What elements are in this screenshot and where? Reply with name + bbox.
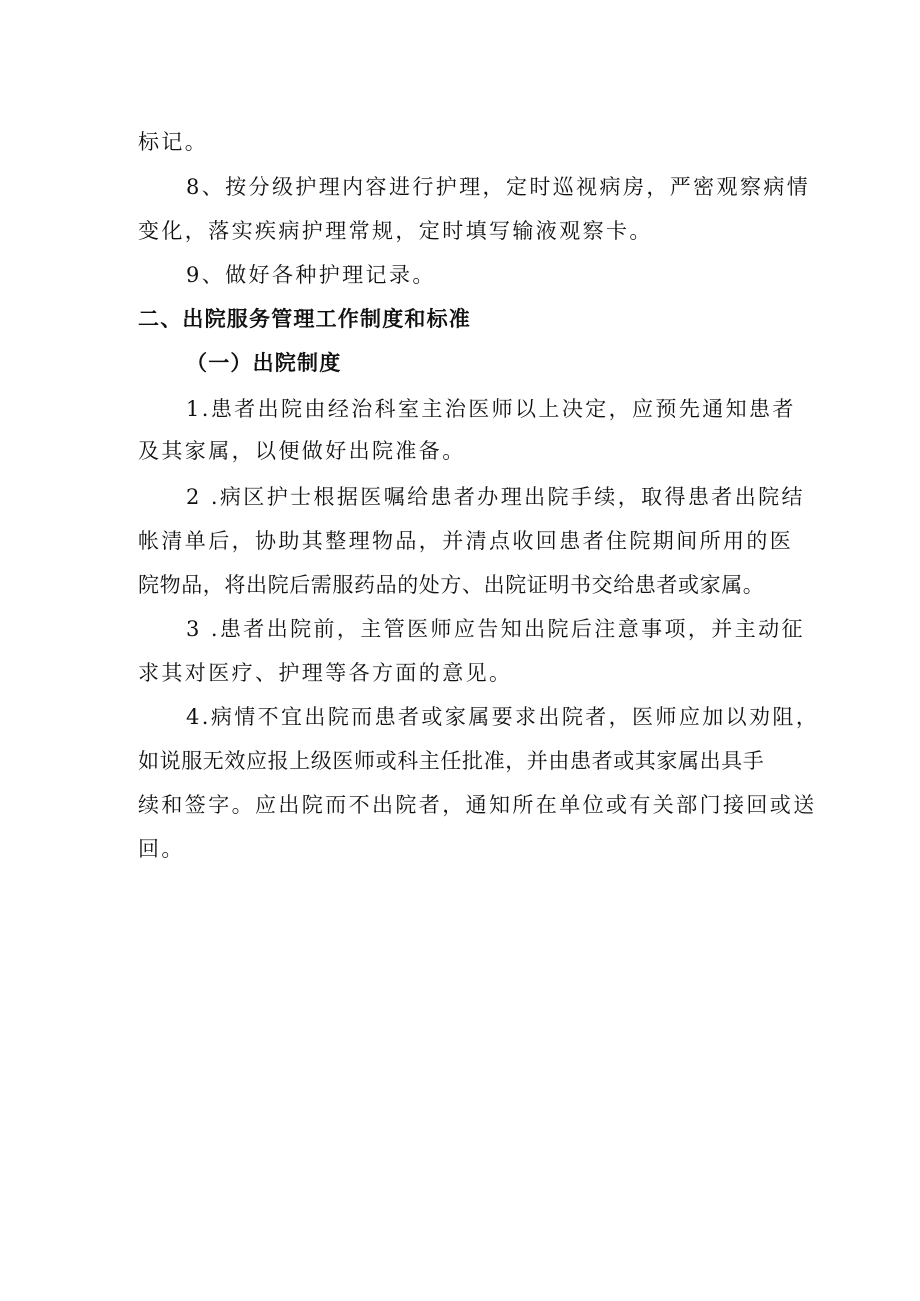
rule-2-line-2: 帐清单后，协助其整理物品，并清点收回患者住院期间所用的医	[138, 529, 794, 553]
rule-3-line-2: 求其对医疗、护理等各方面的意见。	[138, 661, 513, 685]
text-line-continuation: 标记。	[138, 130, 209, 154]
subsection-heading: （一）出院制度	[186, 351, 342, 375]
item-8-line-2: 变化，落实疾病护理常规，定时填写输液观察卡。	[138, 219, 653, 243]
rule-4-line-2: 如说服无效应报上级医师或科主任批准，并由患者或其家属出具手	[138, 749, 765, 773]
rule-2-line-1: 2 .病区护士根据医嘱给患者办理出院手续，取得患者出院结	[186, 485, 805, 509]
rule-2-line-3: 院物品，将出院后需服药品的处方、出院证明书交给患者或家属。	[138, 573, 765, 597]
item-8-line-1: 8、按分级护理内容进行护理，定时巡视病房，严密观察病情	[186, 175, 811, 199]
rule-1-line-1: 1.患者出院由经治科室主治医师以上决定，应预先通知患者	[186, 397, 796, 421]
rule-4-line-3: 续和签字。应出院而不出院者，通知所在单位或有关部门接回或送	[138, 793, 817, 817]
rule-1-line-2: 及其家属，以便做好出院准备。	[138, 439, 466, 463]
item-9-line: 9、做好各种护理记录。	[186, 263, 436, 287]
rule-4-line-4: 回。	[138, 837, 185, 861]
rule-4-line-1: 4.病情不宜出院而患者或家属要求出院者，医师应加以劝阻，	[186, 705, 820, 729]
rule-3-line-1: 3 .患者出院前，主管医师应告知出院后注意事项，并主动征	[186, 617, 805, 641]
section-heading: 二、出院服务管理工作制度和标准	[138, 307, 471, 331]
